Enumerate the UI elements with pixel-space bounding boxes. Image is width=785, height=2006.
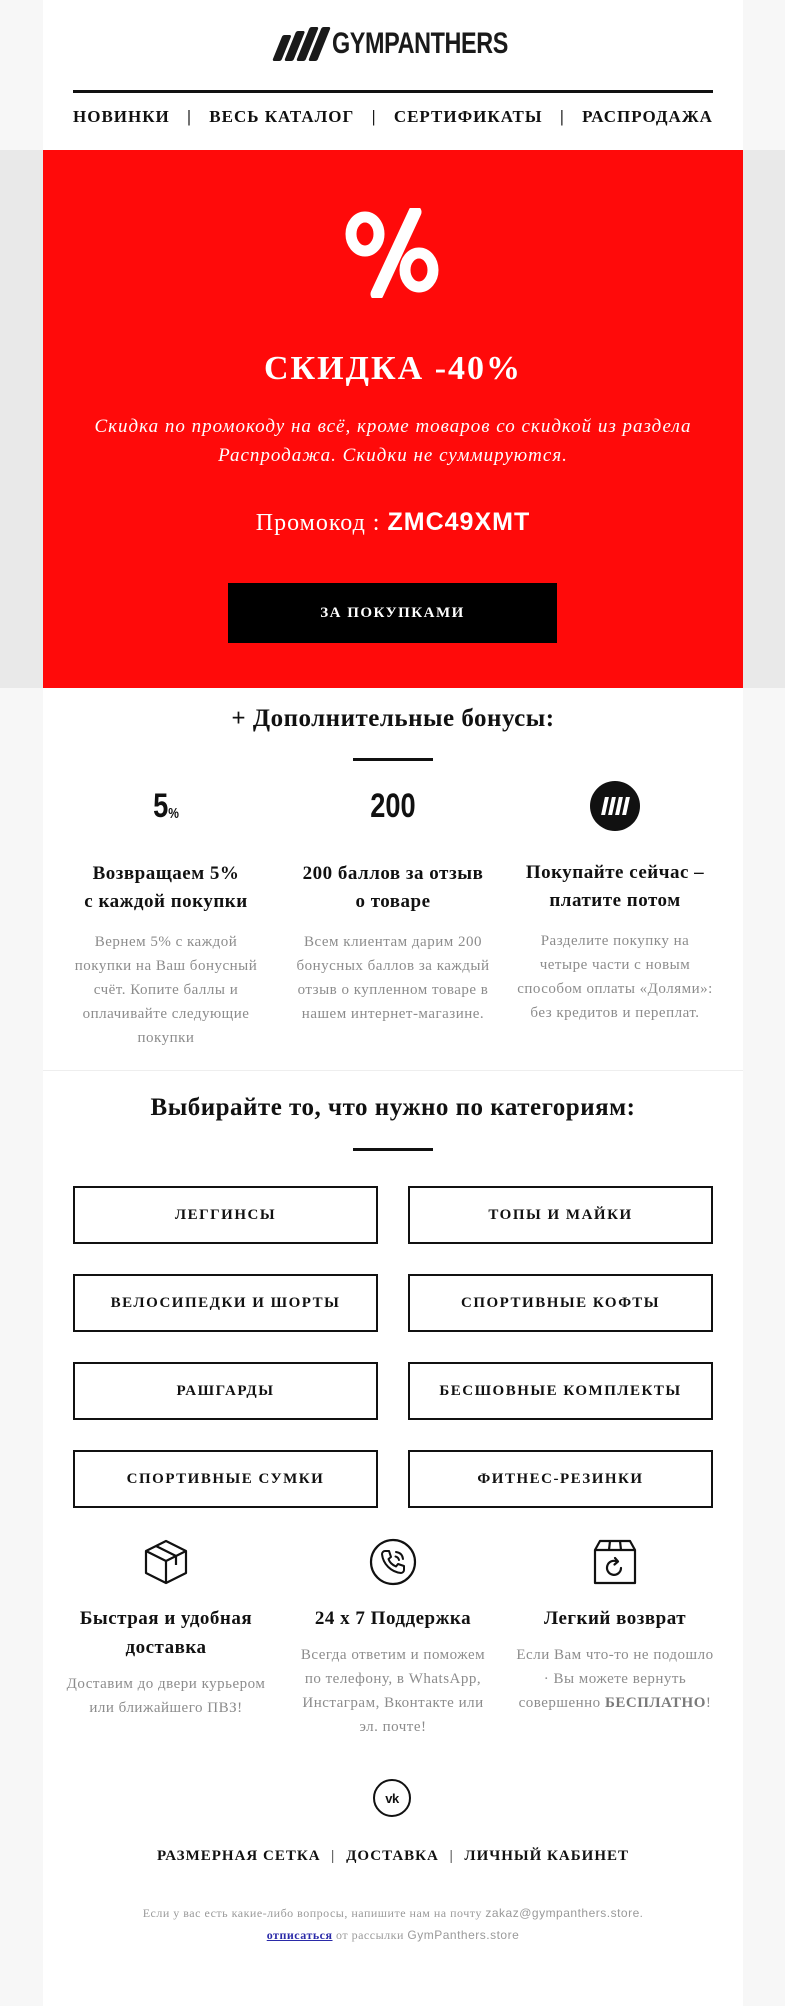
footer-contact-text: Если у вас есть какие-либо вопросы, напишите нам на почту — [142, 1906, 486, 1920]
shop-now-button[interactable]: ЗА ПОКУПКАМИ — [228, 583, 557, 643]
bonus-heading-line: с каждой покупки — [84, 891, 248, 912]
feature-heading — [293, 1604, 493, 1633]
bonus-text: Вернем 5% с каждой покупки на Ваш бонусный счёт. Копите баллы и оплачивайте следующие покупки — [74, 934, 258, 1046]
bonus-installments — [515, 780, 715, 1025]
nav-divider — [73, 90, 713, 93]
footer-note — [43, 1902, 743, 1946]
feature-delivery — [66, 1538, 266, 1720]
category-button-fitness-bands[interactable]: ФИТНЕС-РЕЗИНКИ — [408, 1450, 713, 1508]
nav-separator: | — [559, 107, 565, 126]
bonus-heading — [515, 859, 715, 915]
unsubscribe-link[interactable]: отписаться — [266, 1928, 333, 1942]
brand-name: GYMPANTHERS — [331, 27, 508, 60]
promo-code-line — [43, 508, 743, 537]
footer-link-size-chart[interactable]: РАЗМЕРНАЯ СЕТКА — [156, 1848, 321, 1864]
feature-text-emphasis: БЕСПЛАТНО — [604, 1695, 706, 1711]
installment-icon — [590, 781, 640, 831]
footer-link-account[interactable]: ЛИЧНЫЙ КАБИНЕТ — [464, 1848, 630, 1864]
categories-title: Выбирайте то, что нужно по категориям: — [150, 1094, 636, 1121]
category-button-shorts[interactable]: ВЕЛОСИПЕДКИ И ШОРТЫ — [73, 1274, 378, 1332]
footer-contact-text: . — [639, 1906, 644, 1920]
bonus-heading-line: Покупайте сейчас – — [525, 862, 705, 883]
bonuses-title-rule — [353, 758, 433, 761]
promo-title: СКИДКА -40% — [263, 350, 523, 387]
bonus-stat-suffix: % — [168, 804, 179, 822]
feature-support — [293, 1538, 493, 1739]
nav-item-catalog[interactable]: ВЕСЬ КАТАЛОГ — [209, 107, 355, 126]
category-button-tops[interactable]: ТОПЫ И МАЙКИ — [408, 1186, 713, 1244]
nav-item-new[interactable]: НОВИНКИ — [73, 107, 170, 126]
footer-separator: | — [331, 1848, 336, 1864]
bonus-text: Разделите покупку на четыре части с новым способом оплаты «Долями»: без кредитов и переплат. — [517, 933, 713, 1021]
feature-heading-line: 24 x 7 Поддержка — [314, 1608, 472, 1629]
bonus-stat-value: 200 — [370, 786, 416, 825]
feature-heading-line: Легкий возврат — [543, 1608, 687, 1629]
bonus-text: Всем клиентам дарим 200 бонусных баллов за каждый отзыв о купленном товаре в нашем интернет-магазине. — [296, 934, 490, 1022]
feature-returns — [515, 1538, 715, 1715]
bonuses-title: + Дополнительные бонусы: — [231, 705, 555, 732]
main-nav — [73, 107, 713, 127]
footer-unsubscribe-text: от рассылки — [332, 1928, 408, 1942]
bonus-cashback — [66, 780, 266, 1050]
footer-links — [43, 1848, 743, 1865]
category-button-sweatshirts[interactable]: СПОРТИВНЫЕ КОФТЫ — [408, 1274, 713, 1332]
promo-code[interactable]: ZMC49XMT — [387, 508, 531, 536]
nav-separator: | — [187, 107, 192, 126]
bonus-heading — [293, 860, 493, 916]
return-box-icon — [591, 1538, 639, 1586]
bonus-stat — [86, 780, 246, 832]
bonus-heading-line: платите потом — [549, 890, 681, 911]
bonus-heading-line: 200 баллов за отзыв — [302, 863, 484, 884]
feature-text-part: Если Вам что-то не подошло · Вы можете вернуть совершенно — [516, 1647, 714, 1711]
footer-separator: | — [449, 1848, 454, 1864]
category-button-seamless-sets[interactable]: БЕСШОВНЫЕ КОМПЛЕКТЫ — [408, 1362, 713, 1420]
brand-logo[interactable] — [279, 22, 508, 66]
feature-heading-line: Быстрая и удобная — [79, 1608, 253, 1629]
background-band-left — [0, 150, 43, 688]
percent-icon — [343, 208, 443, 298]
category-button-sport-bags[interactable]: СПОРТИВНЫЕ СУМКИ — [73, 1450, 378, 1508]
bonus-stat — [313, 780, 473, 832]
feature-text-part: ! — [705, 1695, 712, 1711]
promo-banner — [43, 150, 743, 688]
bonus-heading — [66, 860, 266, 916]
phone-icon — [369, 1538, 417, 1586]
email-body — [43, 0, 743, 2006]
background-band-right — [743, 150, 785, 688]
feature-text: Доставим до двери курьером или ближайшего ПВЗ! — [66, 1676, 266, 1716]
vk-icon[interactable]: vk — [373, 1779, 411, 1817]
bonus-heading-line: о товаре — [355, 891, 431, 912]
nav-item-certificates[interactable]: СЕРТИФИКАТЫ — [393, 107, 543, 126]
category-button-leggings[interactable]: ЛЕГГИНСЫ — [73, 1186, 378, 1244]
bonus-review — [293, 780, 493, 1026]
feature-heading-line: доставка — [125, 1637, 207, 1658]
bonus-stat-value: 5 — [153, 786, 169, 825]
categories-title-rule — [353, 1148, 433, 1151]
feature-text — [515, 1643, 715, 1715]
footer-email-link[interactable]: zakaz@gympanthers.store — [485, 1906, 640, 1920]
nav-item-sale[interactable]: РАСПРОДАЖА — [582, 107, 713, 126]
promo-code-label: Промокод : — [255, 510, 388, 536]
header — [43, 0, 743, 150]
category-button-rashguards[interactable]: РАШГАРДЫ — [73, 1362, 378, 1420]
bonus-heading-line: Возвращаем 5% — [92, 863, 240, 884]
footer-link-delivery[interactable]: ДОСТАВКА — [346, 1848, 439, 1864]
feature-heading — [66, 1604, 266, 1662]
footer-unsubscribe-line — [43, 1924, 743, 1946]
panther-claw-icon — [272, 27, 331, 61]
box-icon — [142, 1538, 190, 1586]
feature-heading — [515, 1604, 715, 1633]
footer-site-link[interactable]: GymPanthers.store — [407, 1928, 520, 1942]
feature-text: Всегда ответим и поможем по телефону, в WhatsApp, Инстаграм, Вконтакте или эл. почте! — [300, 1647, 486, 1735]
footer-contact-line — [43, 1902, 743, 1924]
promo-description: Скидка по промокоду на всё, кроме товаров со скидкой из раздела Распродажа. Скидки не суммируются. — [94, 416, 692, 466]
nav-separator: | — [371, 107, 377, 126]
section-divider — [43, 1070, 743, 1071]
